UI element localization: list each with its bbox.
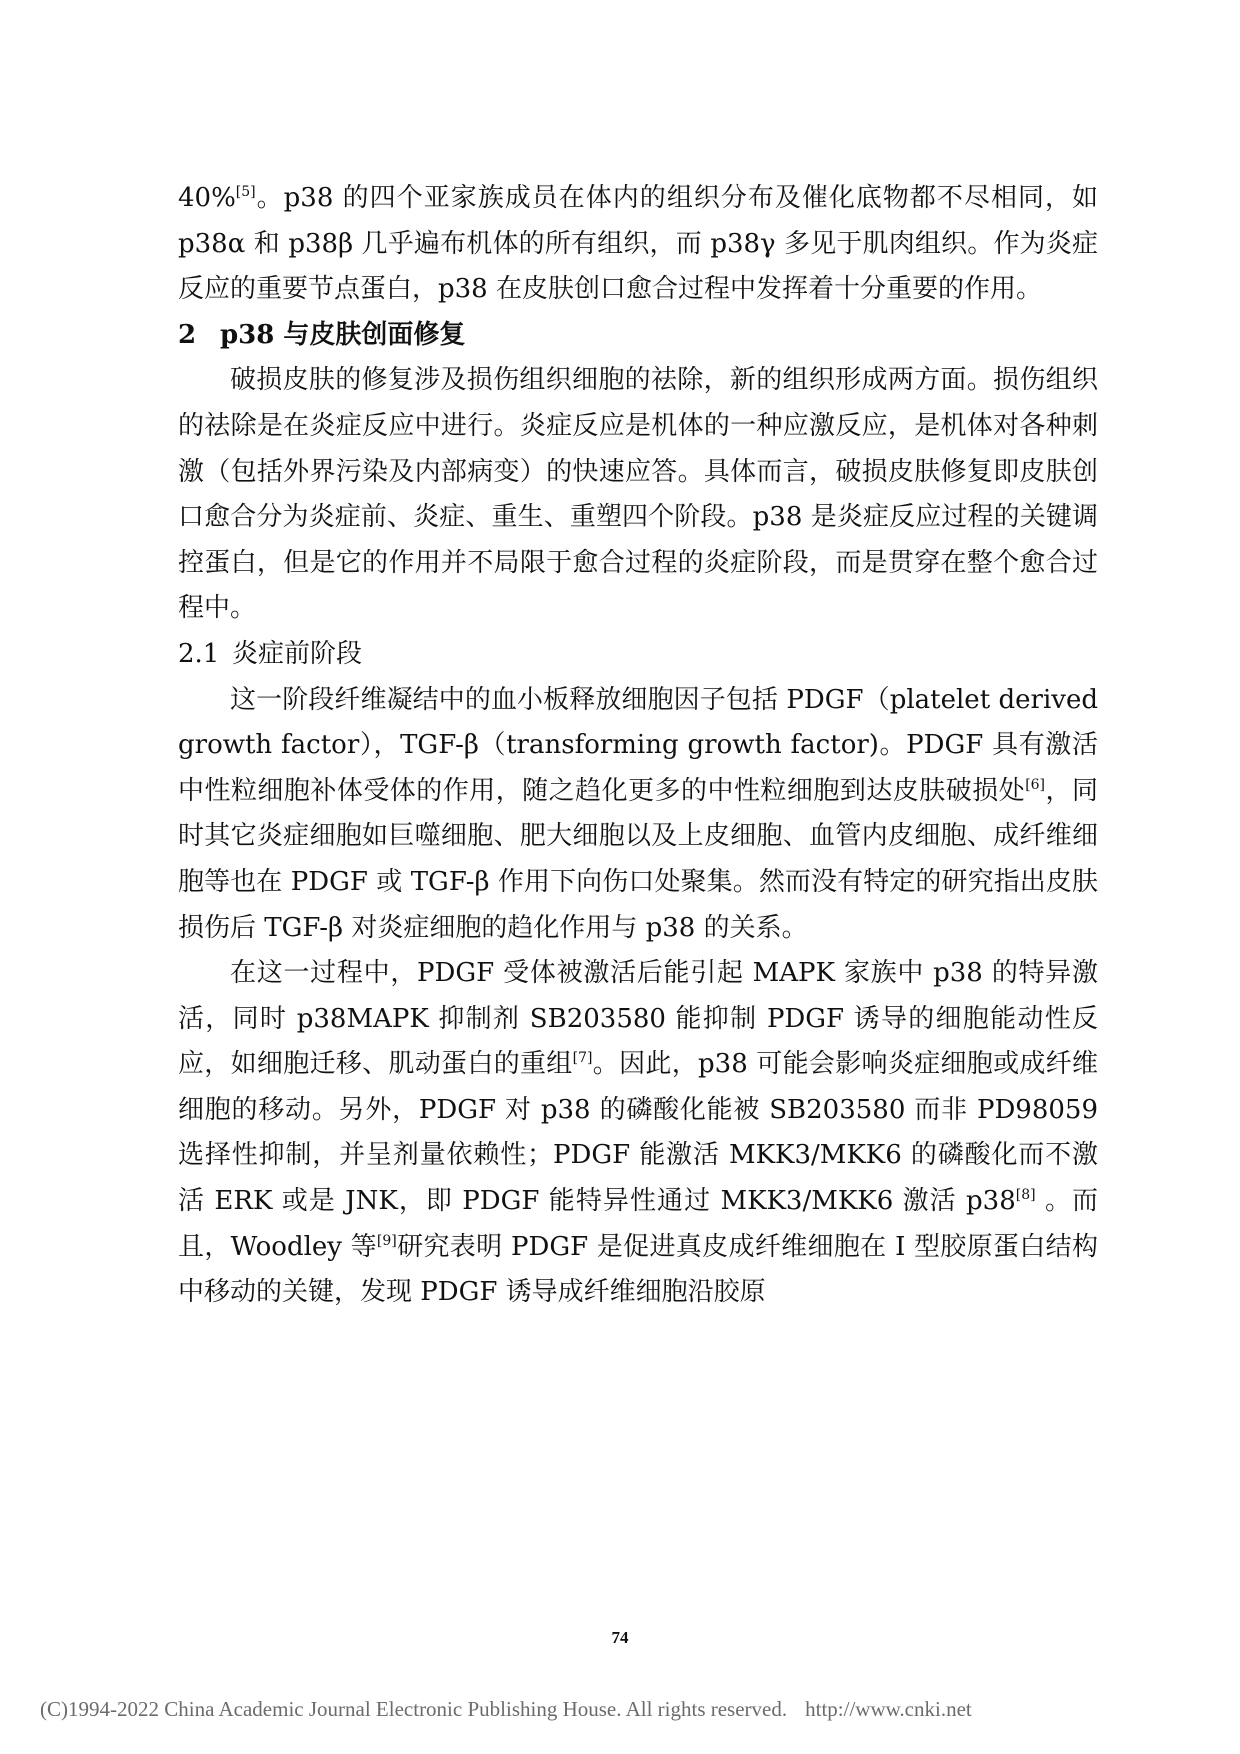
text-run: 。而且，Woodley 等: [178, 1186, 1099, 1262]
body-text: [178, 176, 1098, 1316]
subsection-heading: [178, 632, 1098, 678]
copyright-footer: [40, 1697, 972, 1722]
copyright-text: (C)1994-2022 China Academic Journal Electronic Publishing House. All rights reserved.: [40, 1697, 788, 1721]
text-run: 。p38 的四个亚家族成员在体内的组织分布及催化底物都不尽相同，如 p38α 和 p38β 几乎遍布机体的所有组织，而 p38γ 多见于肌肉组织。作为炎症反应的重要节点蛋白，p38 在皮肤创口愈合过程中发挥着十分重要的作用。: [178, 183, 1098, 305]
paragraph: [178, 678, 1098, 952]
page-number: 74: [611, 1628, 629, 1647]
footer-url[interactable]: http://www.cnki.net: [805, 1697, 972, 1721]
text-run: 。因此，p38 可能会影响炎症细胞或成纤维细胞的移动。另外，PDGF 对 p38 的磷酸化能被 SB203580 而非 PD98059 选择性抑制，并呈剂量依赖性；PDGF 能激活 MKK3/MKK6 的磷酸化而不激活 ERK 或是 JNK，即 PDGF 能特异性通过 MKK3/MKK6 激活 p38: [178, 1049, 1098, 1217]
text-run: 在这一过程中，PDGF 受体被激活后能引起 MAPK 家族中 p38 的特异激活，同时 p38MAPK 抑制剂 SB203580 能抑制 PDGF 诱导的细胞能动性反应，如细胞迁移、肌动蛋白的重组: [178, 958, 1098, 1080]
text-run: ，同时其它炎症细胞如巨噬细胞、肥大细胞以及上皮细胞、血管内皮细胞、成纤维细胞等也在 PDGF 或 TGF-β 作用下向伤口处聚集。然而没有特定的研究指出皮肤损伤后 TGF-β 对炎症细胞的趋化作用与 p38 的关系。: [178, 775, 1098, 943]
section-heading: [178, 313, 1098, 359]
subsection-number: 2.1: [178, 638, 220, 669]
paragraph: [178, 951, 1098, 1316]
text-run: 这一阶段纤维凝结中的血小板释放细胞因子包括 PDGF（platelet derived growth factor），TGF-β（transforming growth factor)。PDGF 具有激活中性粒细胞补体受体的作用，随之趋化更多的中性粒细胞到达皮肤破损处: [178, 684, 1098, 806]
paragraph: [178, 176, 1098, 313]
citation[interactable]: [6]: [1025, 776, 1046, 793]
citation[interactable]: [8]: [1015, 1187, 1036, 1204]
section-title: p38 与皮肤创面修复: [220, 319, 466, 350]
text-run: 研究表明 PDGF 是促进真皮成纤维细胞在 I 型胶原蛋白结构中移动的关键，发现 PDGF 诱导成纤维细胞沿胶原: [178, 1231, 1098, 1308]
citation[interactable]: [9]: [376, 1232, 397, 1249]
paragraph: 破损皮肤的修复涉及损伤组织细胞的祛除，新的组织形成两方面。损伤组织的祛除是在炎症反应中进行。炎症反应是机体的一种应激反应，是机体对各种刺激（包括外界污染及内部病变）的快速应答。具体而言，破损皮肤修复即皮肤创口愈合分为炎症前、炎症、重生、重塑四个阶段。p38 是炎症反应过程的关键调控蛋白，但是它的作用并不局限于愈合过程的炎症阶段，而是贯穿在整个愈合过程中。: [178, 365, 1098, 624]
section-number: 2: [178, 319, 197, 350]
citation[interactable]: [5]: [235, 184, 256, 200]
text-run: 40%: [178, 183, 236, 213]
citation[interactable]: [7]: [572, 1050, 593, 1067]
subsection-title: 炎症前阶段: [232, 638, 363, 669]
